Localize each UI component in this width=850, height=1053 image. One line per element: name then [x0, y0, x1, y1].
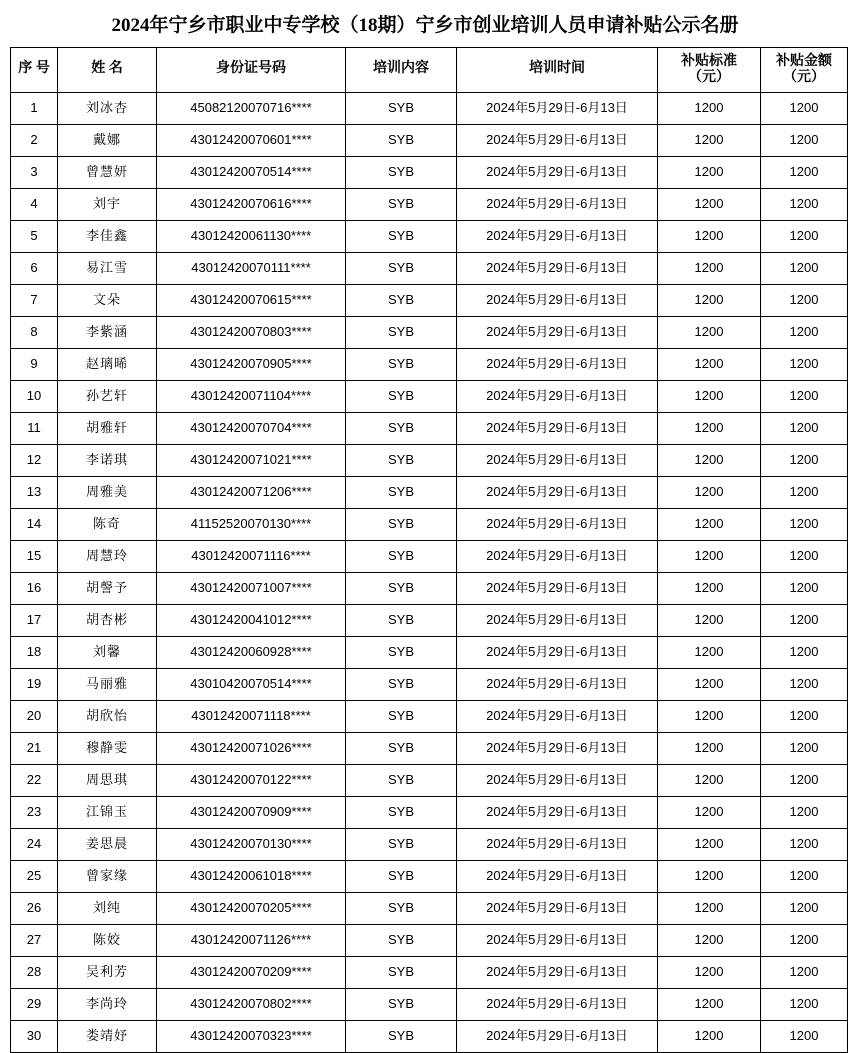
- cell-subsidy-amount: 1200: [761, 732, 848, 764]
- cell-subsidy-standard: 1200: [658, 220, 761, 252]
- table-row: [11, 220, 848, 252]
- table-row: [11, 92, 848, 124]
- cell-index: 19: [11, 668, 58, 700]
- cell-course: SYB: [346, 636, 457, 668]
- table-row: [11, 444, 848, 476]
- cell-subsidy-standard: 1200: [658, 444, 761, 476]
- cell-period: 2024年5月29日-6月13日: [457, 860, 658, 892]
- cell-course: SYB: [346, 700, 457, 732]
- cell-name: 马丽雅: [58, 668, 157, 700]
- cell-subsidy-standard: 1200: [658, 636, 761, 668]
- cell-index: 8: [11, 316, 58, 348]
- column-header-index: 序 号: [11, 47, 58, 92]
- column-header-subsidy-amount-line2: （元）: [783, 69, 825, 85]
- cell-subsidy-standard: 1200: [658, 924, 761, 956]
- cell-course: SYB: [346, 252, 457, 284]
- cell-id-number: 43012420070905****: [157, 348, 346, 380]
- cell-period: 2024年5月29日-6月13日: [457, 700, 658, 732]
- table-row: [11, 860, 848, 892]
- cell-id-number: 43012420071126****: [157, 924, 346, 956]
- cell-subsidy-standard: 1200: [658, 1020, 761, 1052]
- table-row: [11, 124, 848, 156]
- cell-index: 21: [11, 732, 58, 764]
- cell-id-number: 45082120070716****: [157, 92, 346, 124]
- cell-subsidy-amount: 1200: [761, 956, 848, 988]
- cell-index: 2: [11, 124, 58, 156]
- cell-name: 曾慧妍: [58, 156, 157, 188]
- cell-name: 戴娜: [58, 124, 157, 156]
- cell-index: 26: [11, 892, 58, 924]
- cell-period: 2024年5月29日-6月13日: [457, 284, 658, 316]
- cell-subsidy-standard: 1200: [658, 956, 761, 988]
- cell-index: 4: [11, 188, 58, 220]
- cell-name: 江锦玉: [58, 796, 157, 828]
- cell-period: 2024年5月29日-6月13日: [457, 764, 658, 796]
- cell-id-number: 43012420070802****: [157, 988, 346, 1020]
- table-row: [11, 316, 848, 348]
- cell-index: 14: [11, 508, 58, 540]
- table-row: [11, 700, 848, 732]
- cell-id-number: 43012420071206****: [157, 476, 346, 508]
- cell-name: 李佳鑫: [58, 220, 157, 252]
- cell-index: 15: [11, 540, 58, 572]
- cell-subsidy-amount: 1200: [761, 380, 848, 412]
- table-row: [11, 284, 848, 316]
- cell-id-number: 43012420070704****: [157, 412, 346, 444]
- cell-course: SYB: [346, 412, 457, 444]
- column-header-subsidy-standard-line1: 补贴标准: [681, 53, 737, 69]
- cell-name: 胡雅轩: [58, 412, 157, 444]
- cell-name: 李紫涵: [58, 316, 157, 348]
- cell-index: 16: [11, 572, 58, 604]
- cell-period: 2024年5月29日-6月13日: [457, 380, 658, 412]
- cell-period: 2024年5月29日-6月13日: [457, 412, 658, 444]
- cell-subsidy-standard: 1200: [658, 188, 761, 220]
- cell-id-number: 43012420071007****: [157, 572, 346, 604]
- table-row: [11, 892, 848, 924]
- cell-name: 胡杏彬: [58, 604, 157, 636]
- cell-id-number: 43012420061018****: [157, 860, 346, 892]
- cell-subsidy-amount: 1200: [761, 604, 848, 636]
- cell-name: 姜思晨: [58, 828, 157, 860]
- cell-subsidy-standard: 1200: [658, 732, 761, 764]
- cell-id-number: 43012420070209****: [157, 956, 346, 988]
- cell-index: 17: [11, 604, 58, 636]
- table-body: [11, 92, 848, 1052]
- table-row: [11, 380, 848, 412]
- cell-period: 2024年5月29日-6月13日: [457, 444, 658, 476]
- cell-period: 2024年5月29日-6月13日: [457, 508, 658, 540]
- cell-index: 7: [11, 284, 58, 316]
- cell-id-number: 43012420070601****: [157, 124, 346, 156]
- cell-course: SYB: [346, 956, 457, 988]
- cell-period: 2024年5月29日-6月13日: [457, 732, 658, 764]
- cell-name: 易江雪: [58, 252, 157, 284]
- cell-course: SYB: [346, 732, 457, 764]
- cell-subsidy-amount: 1200: [761, 828, 848, 860]
- cell-id-number: 43012420071104****: [157, 380, 346, 412]
- column-header-subsidy-standard: [658, 47, 761, 92]
- cell-index: 27: [11, 924, 58, 956]
- cell-index: 10: [11, 380, 58, 412]
- cell-course: SYB: [346, 924, 457, 956]
- table-row: [11, 252, 848, 284]
- cell-index: 11: [11, 412, 58, 444]
- cell-index: 6: [11, 252, 58, 284]
- cell-subsidy-standard: 1200: [658, 988, 761, 1020]
- table-row: [11, 732, 848, 764]
- cell-subsidy-amount: 1200: [761, 924, 848, 956]
- column-header-subsidy-amount-line1: 补贴金额: [776, 53, 832, 69]
- cell-name: 刘纯: [58, 892, 157, 924]
- cell-id-number: 43012420070514****: [157, 156, 346, 188]
- cell-course: SYB: [346, 988, 457, 1020]
- cell-id-number: 43012420061130****: [157, 220, 346, 252]
- cell-index: 23: [11, 796, 58, 828]
- cell-id-number: 43012420071026****: [157, 732, 346, 764]
- cell-name: 吴利芳: [58, 956, 157, 988]
- cell-subsidy-standard: 1200: [658, 156, 761, 188]
- cell-id-number: 43012420070323****: [157, 1020, 346, 1052]
- table-row: [11, 188, 848, 220]
- cell-subsidy-standard: 1200: [658, 380, 761, 412]
- table-row: [11, 636, 848, 668]
- cell-period: 2024年5月29日-6月13日: [457, 892, 658, 924]
- table-row: [11, 924, 848, 956]
- cell-subsidy-standard: 1200: [658, 348, 761, 380]
- cell-name: 文朵: [58, 284, 157, 316]
- cell-period: 2024年5月29日-6月13日: [457, 956, 658, 988]
- cell-id-number: 43012420070616****: [157, 188, 346, 220]
- cell-period: 2024年5月29日-6月13日: [457, 988, 658, 1020]
- cell-subsidy-standard: 1200: [658, 796, 761, 828]
- table-row: [11, 828, 848, 860]
- cell-name: 娄靖妤: [58, 1020, 157, 1052]
- cell-id-number: 43012420070122****: [157, 764, 346, 796]
- cell-subsidy-amount: 1200: [761, 284, 848, 316]
- cell-id-number: 43012420071021****: [157, 444, 346, 476]
- cell-subsidy-amount: 1200: [761, 892, 848, 924]
- cell-subsidy-standard: 1200: [658, 92, 761, 124]
- cell-id-number: 43012420070111****: [157, 252, 346, 284]
- cell-index: 20: [11, 700, 58, 732]
- cell-subsidy-standard: 1200: [658, 892, 761, 924]
- cell-id-number: 43012420070615****: [157, 284, 346, 316]
- table-row: [11, 956, 848, 988]
- cell-course: SYB: [346, 572, 457, 604]
- cell-course: SYB: [346, 476, 457, 508]
- table-row: [11, 668, 848, 700]
- cell-subsidy-amount: 1200: [761, 476, 848, 508]
- table-row: [11, 988, 848, 1020]
- cell-subsidy-standard: 1200: [658, 668, 761, 700]
- cell-name: 胡欣怡: [58, 700, 157, 732]
- cell-id-number: 43012420070909****: [157, 796, 346, 828]
- cell-name: 刘馨: [58, 636, 157, 668]
- cell-period: 2024年5月29日-6月13日: [457, 828, 658, 860]
- cell-period: 2024年5月29日-6月13日: [457, 572, 658, 604]
- cell-subsidy-amount: 1200: [761, 412, 848, 444]
- cell-id-number: 43012420070803****: [157, 316, 346, 348]
- table-row: [11, 156, 848, 188]
- table-row: [11, 764, 848, 796]
- cell-subsidy-standard: 1200: [658, 540, 761, 572]
- cell-id-number: 43012420070205****: [157, 892, 346, 924]
- cell-course: SYB: [346, 220, 457, 252]
- table-header-row: [11, 47, 848, 92]
- cell-name: 周思琪: [58, 764, 157, 796]
- cell-index: 9: [11, 348, 58, 380]
- cell-subsidy-amount: 1200: [761, 540, 848, 572]
- cell-course: SYB: [346, 508, 457, 540]
- cell-name: 李尚玲: [58, 988, 157, 1020]
- cell-index: 3: [11, 156, 58, 188]
- table-row: [11, 348, 848, 380]
- cell-course: SYB: [346, 860, 457, 892]
- cell-id-number: 43012420071118****: [157, 700, 346, 732]
- cell-name: 孙艺轩: [58, 380, 157, 412]
- table-row: [11, 604, 848, 636]
- cell-subsidy-standard: 1200: [658, 252, 761, 284]
- cell-subsidy-standard: 1200: [658, 572, 761, 604]
- cell-subsidy-amount: 1200: [761, 316, 848, 348]
- cell-period: 2024年5月29日-6月13日: [457, 636, 658, 668]
- cell-index: 12: [11, 444, 58, 476]
- cell-index: 5: [11, 220, 58, 252]
- cell-subsidy-standard: 1200: [658, 508, 761, 540]
- cell-id-number: 43012420041012****: [157, 604, 346, 636]
- table-row: [11, 476, 848, 508]
- cell-index: 25: [11, 860, 58, 892]
- cell-course: SYB: [346, 444, 457, 476]
- cell-id-number: 43012420071116****: [157, 540, 346, 572]
- cell-subsidy-amount: 1200: [761, 796, 848, 828]
- cell-subsidy-amount: 1200: [761, 988, 848, 1020]
- column-header-subsidy-amount: [761, 47, 848, 92]
- cell-index: 13: [11, 476, 58, 508]
- cell-course: SYB: [346, 540, 457, 572]
- cell-index: 18: [11, 636, 58, 668]
- cell-subsidy-amount: 1200: [761, 156, 848, 188]
- cell-name: 赵璃晞: [58, 348, 157, 380]
- cell-course: SYB: [346, 348, 457, 380]
- cell-period: 2024年5月29日-6月13日: [457, 124, 658, 156]
- cell-subsidy-amount: 1200: [761, 508, 848, 540]
- cell-subsidy-standard: 1200: [658, 412, 761, 444]
- cell-subsidy-amount: 1200: [761, 444, 848, 476]
- cell-subsidy-standard: 1200: [658, 764, 761, 796]
- cell-subsidy-standard: 1200: [658, 604, 761, 636]
- cell-subsidy-standard: 1200: [658, 316, 761, 348]
- cell-name: 刘冰杏: [58, 92, 157, 124]
- cell-period: 2024年5月29日-6月13日: [457, 1020, 658, 1052]
- cell-course: SYB: [346, 124, 457, 156]
- page-title: 2024年宁乡市职业中专学校（18期）宁乡市创业培训人员申请补贴公示名册: [111, 15, 739, 36]
- cell-index: 29: [11, 988, 58, 1020]
- cell-subsidy-amount: 1200: [761, 220, 848, 252]
- cell-course: SYB: [346, 284, 457, 316]
- cell-subsidy-amount: 1200: [761, 764, 848, 796]
- column-header-name: 姓 名: [58, 47, 157, 92]
- cell-course: SYB: [346, 156, 457, 188]
- cell-id-number: 43010420070514****: [157, 668, 346, 700]
- column-header-subsidy-standard-line2: （元）: [688, 69, 730, 85]
- cell-subsidy-amount: 1200: [761, 252, 848, 284]
- cell-subsidy-standard: 1200: [658, 284, 761, 316]
- cell-index: 22: [11, 764, 58, 796]
- cell-course: SYB: [346, 828, 457, 860]
- cell-period: 2024年5月29日-6月13日: [457, 476, 658, 508]
- cell-name: 穆静雯: [58, 732, 157, 764]
- cell-subsidy-standard: 1200: [658, 828, 761, 860]
- subsidy-roster-table: [10, 47, 848, 1053]
- cell-subsidy-standard: 1200: [658, 700, 761, 732]
- cell-course: SYB: [346, 892, 457, 924]
- cell-course: SYB: [346, 796, 457, 828]
- cell-period: 2024年5月29日-6月13日: [457, 348, 658, 380]
- cell-period: 2024年5月29日-6月13日: [457, 92, 658, 124]
- cell-id-number: 43012420060928****: [157, 636, 346, 668]
- cell-name: 周雅美: [58, 476, 157, 508]
- cell-name: 胡謦予: [58, 572, 157, 604]
- cell-name: 周慧玲: [58, 540, 157, 572]
- cell-period: 2024年5月29日-6月13日: [457, 924, 658, 956]
- cell-course: SYB: [346, 604, 457, 636]
- cell-index: 24: [11, 828, 58, 860]
- table-row: [11, 1020, 848, 1052]
- cell-subsidy-amount: 1200: [761, 92, 848, 124]
- cell-subsidy-amount: 1200: [761, 572, 848, 604]
- cell-id-number: 43012420070130****: [157, 828, 346, 860]
- column-header-period: 培训时间: [457, 47, 658, 92]
- cell-index: 28: [11, 956, 58, 988]
- cell-subsidy-amount: 1200: [761, 188, 848, 220]
- cell-name: 曾家缘: [58, 860, 157, 892]
- cell-id-number: 41152520070130****: [157, 508, 346, 540]
- cell-name: 李诺琪: [58, 444, 157, 476]
- cell-subsidy-amount: 1200: [761, 860, 848, 892]
- cell-subsidy-amount: 1200: [761, 124, 848, 156]
- cell-name: 陈姣: [58, 924, 157, 956]
- cell-period: 2024年5月29日-6月13日: [457, 156, 658, 188]
- table-row: [11, 508, 848, 540]
- cell-period: 2024年5月29日-6月13日: [457, 668, 658, 700]
- cell-period: 2024年5月29日-6月13日: [457, 796, 658, 828]
- table-header: [11, 47, 848, 92]
- cell-subsidy-amount: 1200: [761, 348, 848, 380]
- cell-course: SYB: [346, 380, 457, 412]
- cell-course: SYB: [346, 188, 457, 220]
- cell-subsidy-standard: 1200: [658, 860, 761, 892]
- cell-subsidy-amount: 1200: [761, 1020, 848, 1052]
- cell-subsidy-amount: 1200: [761, 636, 848, 668]
- cell-course: SYB: [346, 668, 457, 700]
- cell-subsidy-standard: 1200: [658, 476, 761, 508]
- table-row: [11, 572, 848, 604]
- cell-course: SYB: [346, 316, 457, 348]
- cell-index: 1: [11, 92, 58, 124]
- cell-period: 2024年5月29日-6月13日: [457, 540, 658, 572]
- cell-subsidy-amount: 1200: [761, 668, 848, 700]
- cell-period: 2024年5月29日-6月13日: [457, 220, 658, 252]
- cell-course: SYB: [346, 1020, 457, 1052]
- cell-subsidy-standard: 1200: [658, 124, 761, 156]
- cell-course: SYB: [346, 764, 457, 796]
- cell-subsidy-amount: 1200: [761, 700, 848, 732]
- cell-name: 陈奇: [58, 508, 157, 540]
- table-row: [11, 540, 848, 572]
- column-header-id-number: 身份证号码: [157, 47, 346, 92]
- cell-period: 2024年5月29日-6月13日: [457, 604, 658, 636]
- cell-index: 30: [11, 1020, 58, 1052]
- table-row: [11, 412, 848, 444]
- cell-name: 刘宇: [58, 188, 157, 220]
- table-row: [11, 796, 848, 828]
- cell-period: 2024年5月29日-6月13日: [457, 188, 658, 220]
- cell-course: SYB: [346, 92, 457, 124]
- cell-period: 2024年5月29日-6月13日: [457, 316, 658, 348]
- cell-period: 2024年5月29日-6月13日: [457, 252, 658, 284]
- column-header-course: 培训内容: [346, 47, 457, 92]
